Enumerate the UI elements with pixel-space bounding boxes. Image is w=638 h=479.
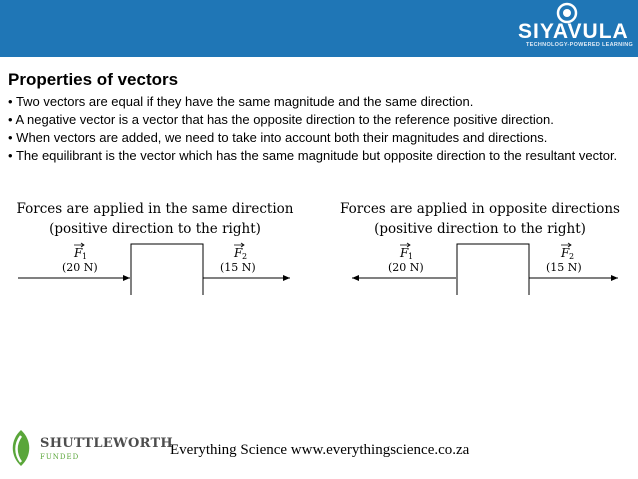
brand-tagline: TECHNOLOGY-POWERED LEARNING: [526, 42, 634, 48]
force-value-f1: (20 N): [62, 261, 98, 274]
force-label-f1: F: [400, 246, 409, 260]
header-banner: [0, 0, 638, 57]
force-value-f2: (15 N): [220, 261, 256, 274]
shuttleworth-logo: [4, 428, 173, 468]
bullet-item: • A negative vector is a vector that has the opposite direction to the reference positive direction.: [8, 111, 634, 129]
diagram-subtitle: (positive direction to the right): [374, 221, 586, 237]
force-subscript-f1: 1: [82, 252, 88, 261]
diagram-subtitle: (positive direction to the right): [49, 221, 261, 237]
force-value-f2: (15 N): [546, 261, 582, 274]
sponsor-sub: FUNDED: [40, 453, 80, 461]
brand-name: SIYAVULA: [518, 20, 629, 43]
siyavula-logo[interactable]: [510, 2, 634, 54]
sponsor-name: SHUTTLEWORTH: [40, 436, 173, 451]
force-label-f1: F: [74, 246, 83, 260]
force-subscript-f2: 2: [569, 252, 575, 261]
slide-title: Properties of vectors: [8, 70, 179, 89]
bullet-list: [8, 93, 634, 165]
footer-text: Everything Science www.everythingscience.co.za: [170, 442, 470, 458]
diagram-title: Forces are applied in opposite directions: [340, 201, 620, 217]
bullet-item: • The equilibrant is the vector which has the same magnitude but opposite direction to the resultant vector.: [8, 147, 634, 165]
block: [131, 244, 203, 295]
bullet-item: • Two vectors are equal if they have the same magnitude and the same direction.: [8, 93, 634, 111]
block: [457, 244, 529, 295]
force-value-f1: (20 N): [388, 261, 424, 274]
force-label-f2: F: [561, 246, 570, 260]
force-diagrams: [0, 195, 638, 295]
diagram-same-direction: [17, 201, 294, 295]
force-subscript-f1: 1: [408, 252, 414, 261]
force-label-f2: F: [234, 246, 243, 260]
diagram-title: Forces are applied in the same direction: [16, 201, 294, 217]
leaf-icon: [6, 428, 36, 468]
force-subscript-f2: 2: [242, 252, 248, 261]
bullet-item: • When vectors are added, we need to take into account both their magnitudes and directions.: [8, 129, 634, 147]
diagram-opposite-directions: [340, 201, 620, 295]
